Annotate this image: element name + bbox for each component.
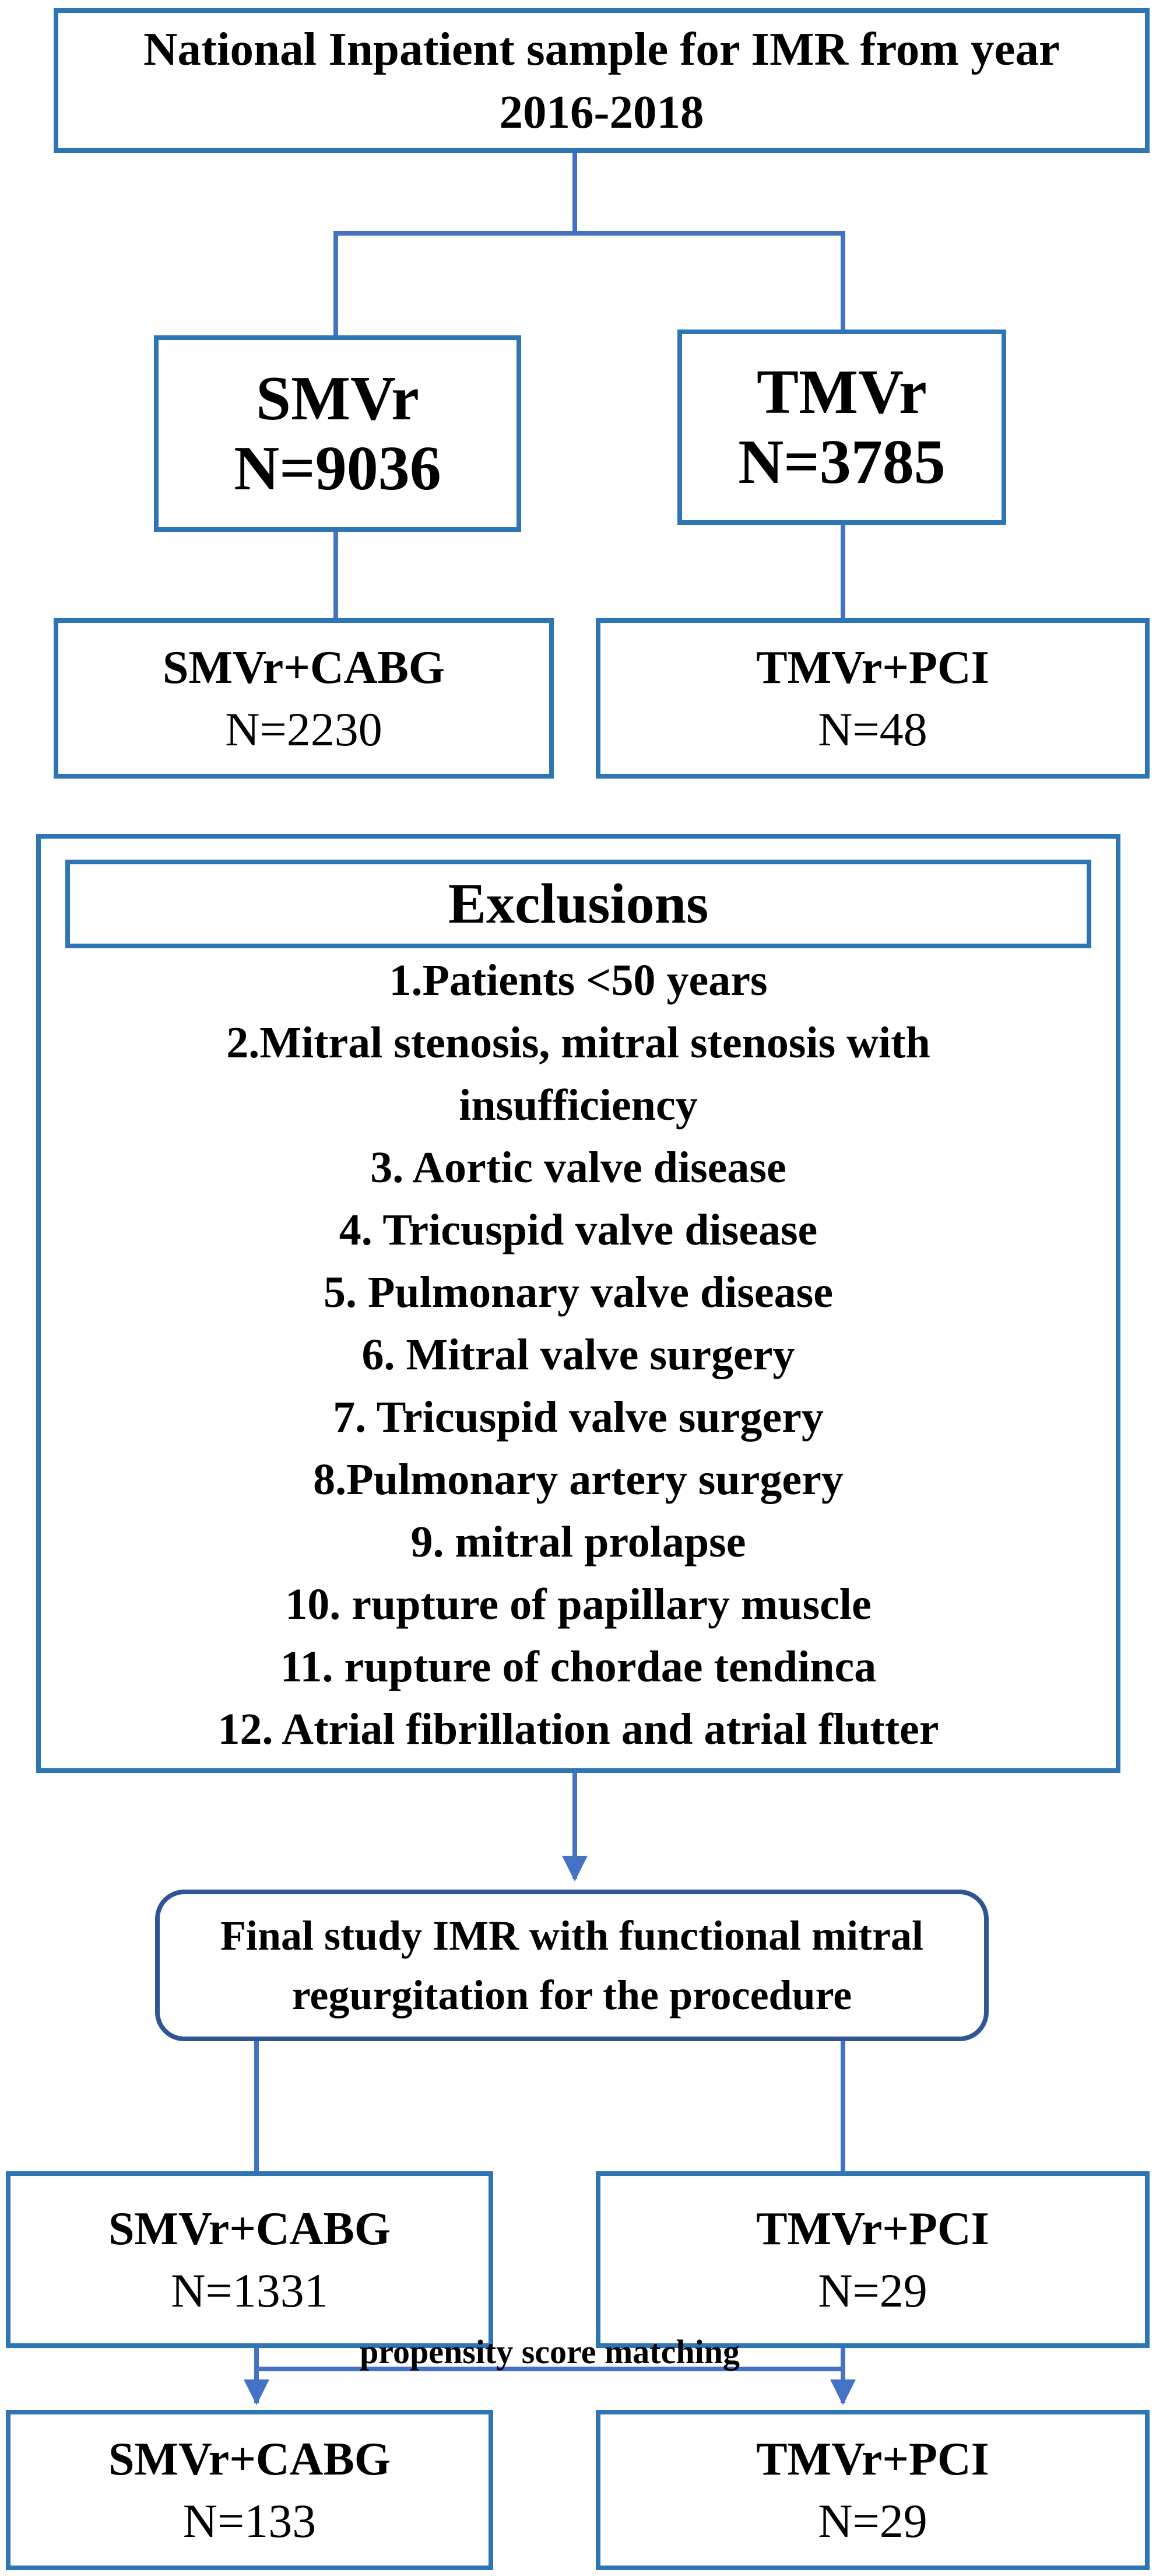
exclusion-item: 8.Pulmonary artery surgery: [313, 1455, 844, 1504]
exclusion-item: 3. Aortic valve disease: [370, 1143, 786, 1192]
exclusion-item: insufficiency: [459, 1081, 698, 1130]
matched-smvr-cabg-box: [6, 2410, 493, 2570]
tmvr-pci-count: N=48: [818, 702, 927, 756]
exclusion-item: 9. mitral prolapse: [410, 1517, 746, 1566]
source-population-line1: National Inpatient sample for IMR from year: [143, 23, 1060, 75]
final-tmvr-pci-name: TMVr+PCI: [756, 2203, 989, 2255]
exclusion-item: 6. Mitral valve surgery: [361, 1330, 795, 1379]
exclusion-item: 7. Tricuspid valve surgery: [333, 1393, 824, 1442]
exclusion-item: 11. rupture of chordae tendinca: [280, 1642, 877, 1691]
connector-top-to-split: [336, 153, 843, 335]
exclusion-item: 2.Mitral stenosis, mitral stenosis with: [226, 1018, 930, 1067]
tmvr-pci-name: TMVr+PCI: [756, 642, 989, 693]
matched-tmvr-pci-name: TMVr+PCI: [756, 2433, 989, 2485]
tmvr-count: N=3785: [738, 427, 946, 497]
tmvr-pci-box: [596, 618, 1150, 779]
final-smvr-cabg-box: [6, 2171, 493, 2348]
matched-tmvr-pci-count: N=29: [818, 2494, 927, 2547]
final-smvr-cabg-count: N=1331: [171, 2263, 328, 2317]
exclusions-title-box: [65, 860, 1091, 948]
exclusions-box: [36, 834, 1120, 1773]
smvr-box: [154, 335, 521, 532]
exclusion-item: 1.Patients <50 years: [389, 956, 768, 1005]
source-population-line2: 2016-2018: [499, 86, 704, 138]
tmvr-box: [677, 330, 1006, 525]
final-tmvr-pci-box: [596, 2171, 1150, 2348]
exclusions-list: [217, 949, 939, 1761]
tmvr-name: TMVr: [757, 357, 927, 427]
exclusion-item: 4. Tricuspid valve disease: [339, 1205, 818, 1254]
matched-smvr-cabg-count: N=133: [182, 2494, 317, 2547]
matched-tmvr-pci-box: [596, 2410, 1150, 2570]
smvr-cabg-box: [54, 618, 554, 779]
source-population-box: [54, 8, 1150, 153]
exclusions-title: Exclusions: [448, 872, 709, 935]
final-study-line1: Final study IMR with functional mitral: [220, 1912, 924, 1959]
final-tmvr-pci-count: N=29: [818, 2263, 927, 2317]
final-study-line2: regurgitation for the procedure: [291, 1972, 852, 2018]
exclusion-item: 5. Pulmonary valve disease: [324, 1268, 833, 1317]
exclusion-item: 12. Atrial fibrillation and atrial flutter: [217, 1705, 939, 1754]
matched-smvr-cabg-name: SMVr+CABG: [108, 2433, 391, 2485]
smvr-cabg-name: SMVr+CABG: [162, 642, 445, 693]
final-smvr-cabg-name: SMVr+CABG: [108, 2203, 391, 2255]
exclusion-item: 10. rupture of papillary muscle: [285, 1580, 872, 1629]
final-study-box: [155, 1890, 989, 2041]
smvr-name: SMVr: [256, 363, 419, 433]
smvr-cabg-count: N=2230: [225, 702, 382, 756]
smvr-count: N=9036: [234, 433, 441, 503]
propensity-score-matching-label: propensity score matching: [360, 2333, 740, 2371]
